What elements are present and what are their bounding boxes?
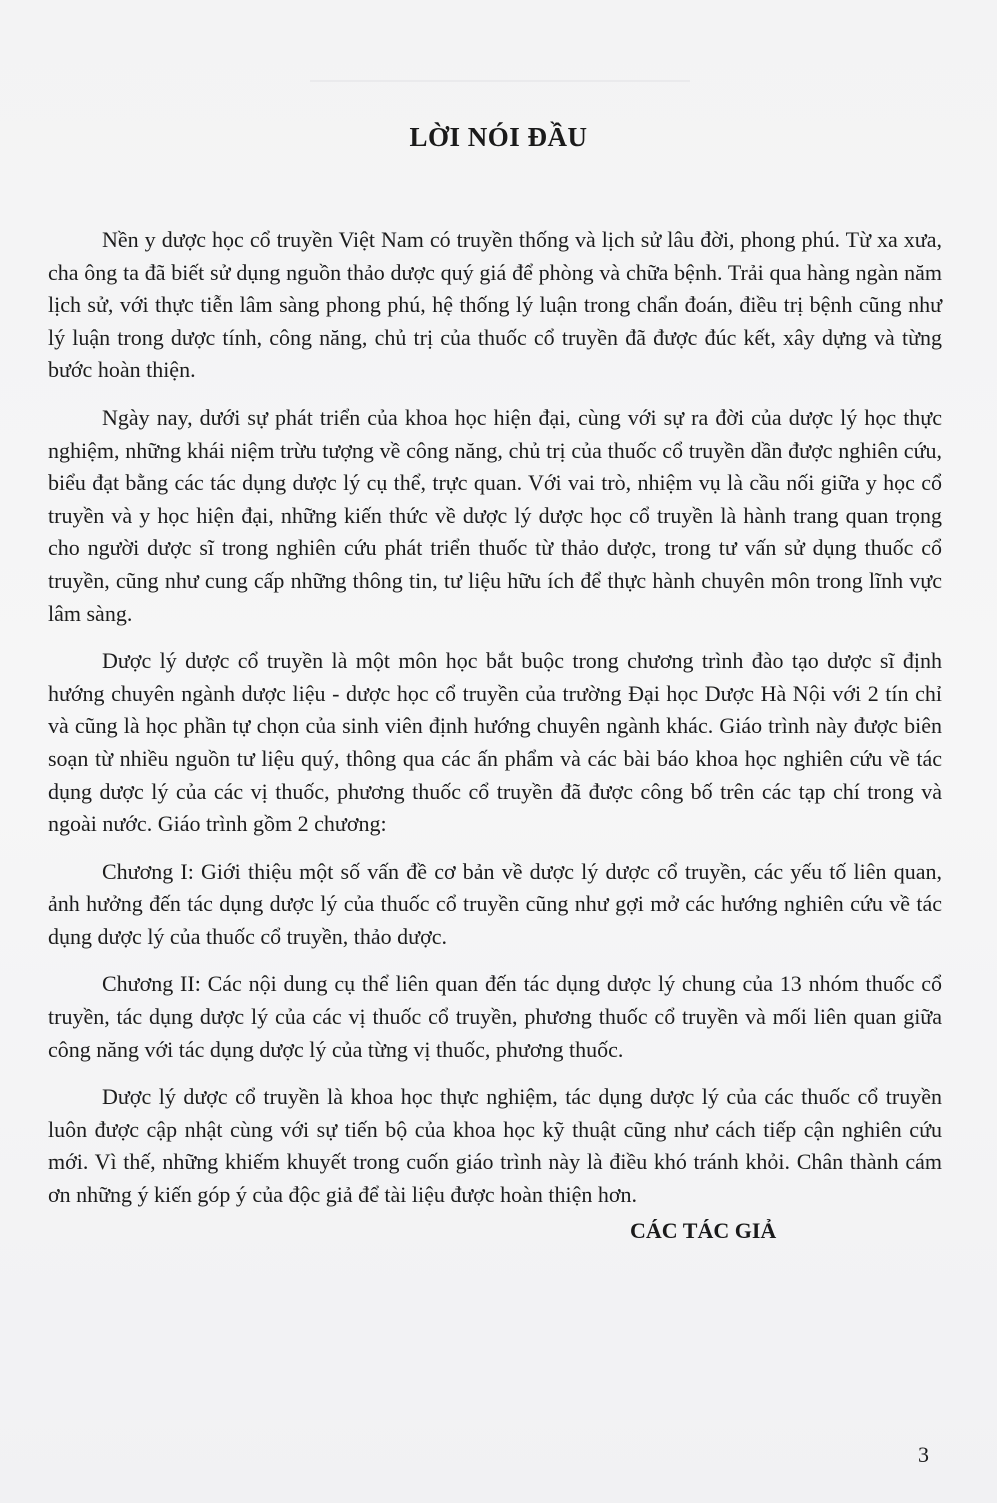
- paragraph-chapter-1: Chương I: Giới thiệu một số vấn đề cơ bản về dược lý dược cổ truyền, các yếu tố liên quan, ảnh hưởng đến tác dụng dược lý của thuốc cổ truyền cũng như gợi mở các hướng nghiên cứu về tác dụng dược lý của thuốc cổ truyền, thảo dược.: [48, 858, 942, 949]
- bleed-through-heading: [310, 80, 690, 106]
- page-title: LỜI NÓI ĐẦU: [409, 122, 588, 152]
- paragraph-closing: Dược lý dược cổ truyền là khoa học thực nghiệm, tác dụng dược lý của các thuốc cổ truyền luôn được cập nhật cùng với sự tiến bộ của khoa học kỹ thuật cũng như cách tiếp cận nghiên cứu mới. Vì thế, những khiếm khuyết trong cuốn giáo trình này là điều khó tránh khỏi. Chân thành cám ơn những ý kiến góp ý của độc giả để tài liệu được hoàn thiện hơn.: [48, 1084, 942, 1208]
- authors-signature: CÁC TÁC GIẢ: [630, 1218, 777, 1243]
- page-number: 3: [918, 1442, 929, 1467]
- paragraph-chapter-2: Chương II: Các nội dung cụ thể liên quan đến tác dụng dược lý chung của 13 nhóm thuốc cổ truyền, tác dụng dược lý của các vị thuốc cổ truyền, phương thuốc cổ truyền và mối liên quan giữa công năng với tác dụng dược lý của từng vị thuốc, phương thuốc.: [48, 971, 942, 1062]
- paragraph-2: Ngày nay, dưới sự phát triển của khoa học hiện đại, cùng với sự ra đời của dược lý học thực nghiệm, những khái niệm trừu tượng về công năng, chủ trị của thuốc cổ truyền dần được nghiên cứu, biểu đạt bằng các tác dụng dược lý cụ thể, trực quan. Với vai trò, nhiệm vụ là cầu nối giữa y học cổ truyền và y học hiện đại, những kiến thức về dược lý dược học cổ truyền là hành trang quan trọng cho người dược sĩ trong nghiên cứu phát triển thuốc từ thảo dược, trong tư vấn sử dụng thuốc cổ truyền, cũng như cung cấp những thông tin, tư liệu hữu ích để thực hành chuyên môn trong lĩnh vực lâm sàng.: [48, 404, 942, 626]
- paragraph-1: Nền y dược học cổ truyền Việt Nam có truyền thống và lịch sử lâu đời, phong phú. Từ xa xưa, cha ông ta đã biết sử dụng nguồn thảo dược quý giá để phòng và chữa bệnh. Trải qua hàng ngàn năm lịch sử, với thực tiễn lâm sàng phong phú, hệ thống lý luận trong chẩn đoán, điều trị bệnh cũng như lý luận trong dược tính, công năng, chủ trị của thuốc cổ truyền đã được đúc kết, xây dựng và từng bước hoàn thiện.: [48, 227, 942, 383]
- paragraph-3: Dược lý dược cổ truyền là một môn học bắt buộc trong chương trình đào tạo dược sĩ định hướng chuyên ngành dược liệu - dược học cổ truyền của trường Đại học Dược Hà Nội với 2 tín chỉ và cũng là học phần tự chọn của sinh viên định hướng chuyên ngành khác. Giáo trình này được biên soạn từ nhiều nguồn tư liệu quý, thông qua các ấn phẩm và các bài báo khoa học nghiên cứu về tác dụng dược lý của các vị thuốc, phương thuốc cổ truyền đã được công bố trên các tạp chí trong và ngoài nước. Giáo trình gồm 2 chương:: [48, 648, 942, 837]
- body-text: [48, 224, 942, 1227]
